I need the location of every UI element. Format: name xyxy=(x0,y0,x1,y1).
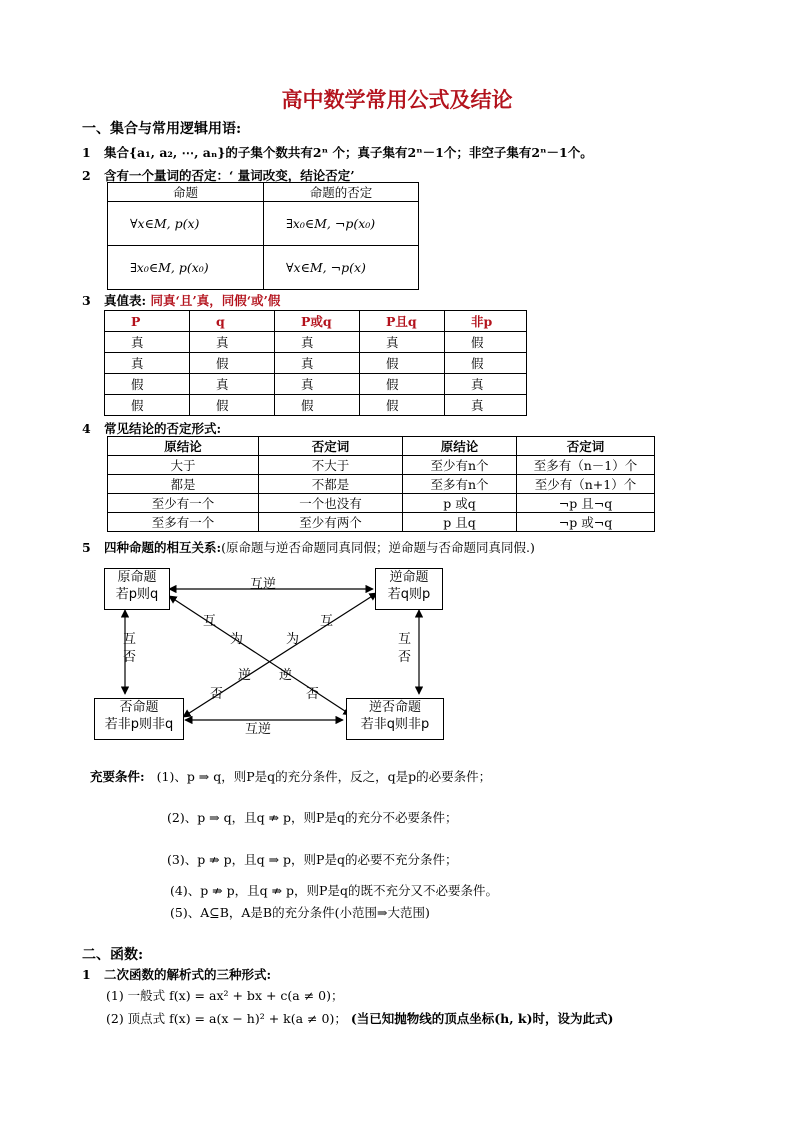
item4-text: 常见结论的否定形式: xyxy=(104,421,222,436)
label-mutual-converse-bottom: 互逆 xyxy=(245,722,272,737)
table-header: P且q xyxy=(360,311,445,332)
table-cell: 真 xyxy=(190,374,275,395)
label-fou-right: 否 xyxy=(398,650,412,665)
truth-table xyxy=(104,310,527,416)
table-cell: 至少有两个 xyxy=(259,513,403,532)
item1-line xyxy=(82,143,593,161)
truth-table-label: 真值表: xyxy=(104,293,147,308)
table-cell: ∀x∈M, p(x) xyxy=(108,202,264,246)
truth-table-rule: 同真‘且’真，同假‘或’假 xyxy=(150,293,281,308)
box-text: 若q则p xyxy=(387,587,431,602)
quadratic-vertex-form xyxy=(106,1009,613,1027)
table-cell: 至少有n个 xyxy=(403,456,517,475)
item5-line xyxy=(82,538,535,556)
table-cell: 真 xyxy=(360,332,445,353)
section1-heading: 一、集合与常用逻辑用语: xyxy=(82,121,242,137)
label-mutual-converse: 互逆 xyxy=(250,577,277,592)
item5-text: (原命题与逆否命题同真同假；逆命题与否命题同真同假.) xyxy=(221,540,535,555)
table-header: 命题的否定 xyxy=(264,183,419,202)
table-header: 否定词 xyxy=(259,437,403,456)
table-cell: 假 xyxy=(445,353,527,374)
condition-4: (4)、p ⇏ p，且q ⇏ p，则P是q的既不充分又不必要条件。 xyxy=(170,883,498,898)
condition-2: (2)、p ⇒ q，且q ⇏ p，则P是q的充分不必要条件； xyxy=(167,810,458,825)
label-wei-diag2: 为 xyxy=(286,632,300,647)
table-header: 原结论 xyxy=(108,437,259,456)
box-original xyxy=(104,568,170,610)
box-text: 若p则q xyxy=(115,587,159,602)
table-cell: 假 xyxy=(275,395,360,416)
label-fou-diag2: 否 xyxy=(306,687,320,702)
box-title: 否命题 xyxy=(119,700,159,715)
box-converse xyxy=(375,568,443,610)
table-cell: 真 xyxy=(445,374,527,395)
table-cell: 假 xyxy=(445,332,527,353)
negation-table xyxy=(107,436,655,532)
table-cell: 至少有一个 xyxy=(108,494,259,513)
table-cell: p 且q xyxy=(403,513,517,532)
table-header: q xyxy=(190,311,275,332)
table-cell: 不都是 xyxy=(259,475,403,494)
label-ni-diag2: 逆 xyxy=(279,668,293,683)
table-cell: 都是 xyxy=(108,475,259,494)
item4-line xyxy=(82,419,221,437)
table-header: 否定词 xyxy=(517,437,655,456)
label-fou-diag1: 否 xyxy=(210,687,224,702)
table-cell: ¬p 或¬q xyxy=(517,513,655,532)
table-cell: 真 xyxy=(445,395,527,416)
table-cell: 假 xyxy=(190,353,275,374)
box-text: 若非p则非q xyxy=(104,717,174,732)
quadratic-general-form: (1) 一般式 f(x) = ax² + bx + c(a ≠ 0)； xyxy=(106,988,344,1003)
table-cell: 至多有（n－1）个 xyxy=(517,456,655,475)
vertex-form-formula: (2) 顶点式 f(x) = a(x − h)² + k(a ≠ 0)； xyxy=(106,1011,347,1026)
item-number: 4 xyxy=(82,421,91,436)
label-fou-left: 否 xyxy=(123,650,137,665)
box-inverse xyxy=(94,698,184,740)
item-number: 5 xyxy=(82,540,91,555)
table-cell: 真 xyxy=(275,353,360,374)
table-cell: 假 xyxy=(105,395,190,416)
table-header: P xyxy=(105,311,190,332)
table-header: 命题 xyxy=(108,183,264,202)
item-number: 2 xyxy=(82,168,91,183)
vertex-form-note: (当已知抛物线的顶点坐标(h, k)时，设为此式) xyxy=(350,1011,614,1026)
label-hu-diag1: 互 xyxy=(203,614,217,629)
box-contrapositive xyxy=(346,698,444,740)
table-cell: 至多有n个 xyxy=(403,475,517,494)
table-cell: ∃x₀∈M, p(x₀) xyxy=(108,246,264,290)
table-cell: 真 xyxy=(105,332,190,353)
table-cell: 假 xyxy=(360,353,445,374)
table-cell: p 或q xyxy=(403,494,517,513)
box-title: 逆否命题 xyxy=(368,700,421,715)
item5-label: 四种命题的相互关系: xyxy=(104,540,222,555)
table-cell: ¬p 且¬q xyxy=(517,494,655,513)
table-cell: ∀x∈M, ¬p(x) xyxy=(264,246,419,290)
table-cell: 不大于 xyxy=(259,456,403,475)
table-cell: ∃x₀∈M, ¬p(x₀) xyxy=(264,202,419,246)
page-title: 高中数学常用公式及结论 xyxy=(281,87,513,112)
item-number: 1 xyxy=(82,967,91,982)
section2-heading: 二、函数: xyxy=(82,947,144,963)
condition-3: (3)、p ⇏ p，且q ⇒ p，则P是q的必要不充分条件； xyxy=(167,852,458,867)
label-hu-right: 互 xyxy=(398,632,412,647)
table-cell: 假 xyxy=(190,395,275,416)
label-ni-diag1: 逆 xyxy=(238,668,252,683)
label-hu-diag2: 互 xyxy=(320,614,334,629)
label-wei-diag1: 为 xyxy=(230,632,244,647)
box-title: 原命题 xyxy=(117,570,157,585)
table-cell: 真 xyxy=(190,332,275,353)
table-header: 原结论 xyxy=(403,437,517,456)
section2-item1-text: 二次函数的解析式的三种形式: xyxy=(104,967,272,982)
box-title: 逆命题 xyxy=(389,570,429,585)
table-cell: 至少有（n+1）个 xyxy=(517,475,655,494)
table-cell: 至多有一个 xyxy=(108,513,259,532)
item-number: 3 xyxy=(82,293,91,308)
table-cell: 假 xyxy=(105,374,190,395)
item2-text: 含有一个量词的否定：‘ 量词改变，结论否定’ xyxy=(104,168,355,183)
condition-1 xyxy=(90,767,491,785)
section2-item1-line xyxy=(82,965,271,983)
table-cell: 真 xyxy=(275,374,360,395)
label-hu-left: 互 xyxy=(123,632,137,647)
table-header: 非p xyxy=(445,311,527,332)
table-cell: 假 xyxy=(360,395,445,416)
table-cell: 一个也没有 xyxy=(259,494,403,513)
item3-line xyxy=(82,291,280,309)
table-cell: 真 xyxy=(275,332,360,353)
item1-text: 集合{a₁, a₂, ⋯, aₙ}的子集个数共有2ⁿ 个；真子集有2ⁿ－1个；非空子集有2ⁿ－1个。 xyxy=(104,145,593,160)
condition-5: (5)、A⊆B，A是B的充分条件(小范围⇒大范围) xyxy=(170,905,430,920)
table-cell: 大于 xyxy=(108,456,259,475)
box-text: 若非q则非p xyxy=(360,717,430,732)
table-cell: 假 xyxy=(360,374,445,395)
quantifier-table xyxy=(107,182,419,290)
item-number: 1 xyxy=(82,145,91,160)
table-header: P或q xyxy=(275,311,360,332)
condition-text: (1)、p ⇒ q，则P是q的充分条件，反之，q是p的必要条件； xyxy=(156,769,492,784)
conditions-label: 充要条件: xyxy=(90,769,145,784)
table-cell: 真 xyxy=(105,353,190,374)
